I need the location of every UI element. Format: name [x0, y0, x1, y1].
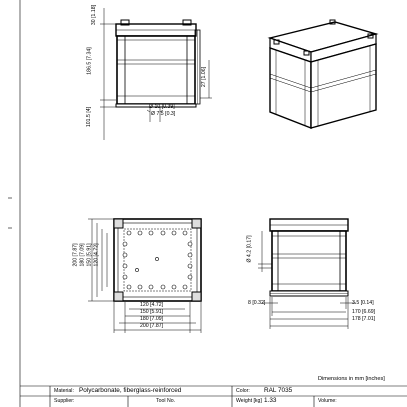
dim-top-v-150: 150 [5.91] — [86, 243, 93, 267]
color-label: Color: — [236, 388, 250, 394]
dim-top-v-outer: 200 [7.87] — [72, 243, 79, 267]
weight-value: 1.33 — [264, 397, 277, 404]
dim-height-total: 30 [1.18] — [91, 4, 98, 26]
side-view — [270, 219, 348, 296]
dim-top-h-150: 150 [5.91] — [140, 309, 164, 315]
dim-top-h-180: 180 [7.09] — [140, 316, 164, 322]
color-value: RAL 7035 — [264, 387, 293, 394]
dim-side-hole: Ø 4.2 [0.17] — [246, 235, 253, 263]
dim-height-lower: 101.5 [4] — [86, 106, 93, 128]
supplier-label: Supplier: — [54, 398, 75, 404]
dim-side-depth-170: 170 [6.69] — [352, 309, 376, 315]
dim-side-depth-178: 178 [7.01] — [352, 316, 376, 322]
volume-label: Volume: — [318, 398, 337, 404]
material-value: Polycarbonate, fiberglass-reinforced — [79, 387, 182, 394]
dim-hole-outer: Ø 10 [0.39] — [149, 104, 175, 110]
dim-top-v-120: 120 [4.72] — [93, 243, 100, 267]
dim-top-v-180: 180 [7.09] — [79, 243, 86, 267]
weight-label: Weight [kg] — [236, 398, 262, 404]
isometric-view — [270, 20, 376, 128]
dim-height-body: 186.5 [7.34] — [86, 47, 93, 75]
dim-side-left-offset: 8 [0.32] — [248, 300, 266, 306]
dim-side-right-offset: 3.5 [0.14] — [352, 300, 374, 306]
units-note: Dimensions in mm [inches] — [318, 376, 385, 382]
dim-top-h-120: 120 [4.72] — [140, 302, 164, 308]
material-label: Material: — [54, 388, 74, 394]
dim-top-h-200: 200 [7.87] — [140, 323, 164, 329]
dim-side-27: 27 [1.06] — [201, 66, 208, 88]
tool-label: Tool No. — [156, 398, 176, 404]
dim-hole-inner: Ø 7.5 [0.3] — [151, 111, 176, 117]
front-view — [116, 20, 200, 107]
